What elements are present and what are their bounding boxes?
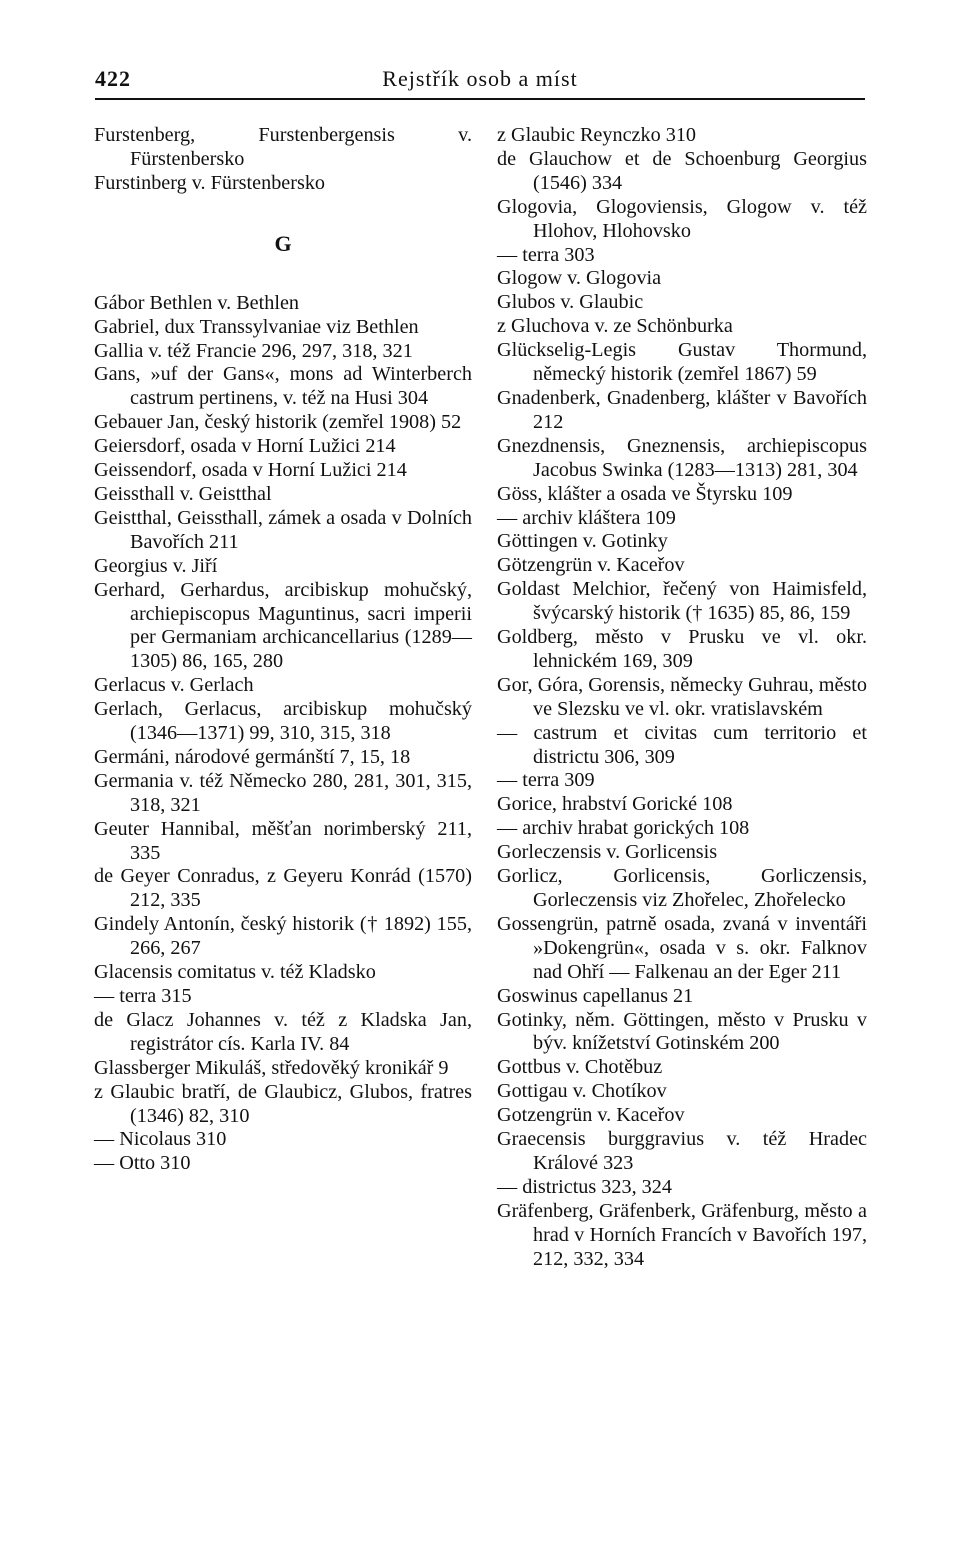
index-entry: Gorlicz, Gorlicensis, Gorliczensis, Gorleczensis viz Zhořelec, Zhořelecko <box>497 865 867 911</box>
index-entry: — districtus 323, 324 <box>497 1175 672 1198</box>
index-entry: Graecensis burggravius v. též Hradec Králové 323 <box>497 1128 867 1174</box>
index-entry: Göss, klášter a osada ve Štyrsku 109 <box>497 482 793 505</box>
index-entry: Glogovia, Glogoviensis, Glogow v. též Hlohov, Hlohovsko <box>497 195 867 242</box>
index-entry: de Glacz Johannes v. též z Kladska Jan, registrátor cís. Karla IV. 84 <box>94 1008 472 1055</box>
index-entry: Furstenberg, Furstenbergensis v. Fürstenbersko <box>94 124 472 170</box>
header-rule <box>95 98 865 100</box>
index-entry: Gallia v. též Francie 296, 297, 318, 321 <box>94 339 413 362</box>
index-entry: Glubos v. Glaubic <box>497 291 644 314</box>
index-entry: Georgius v. Jiří <box>94 554 218 577</box>
index-entry: — archiv kláštera 109 <box>497 506 676 529</box>
index-entry: Göttingen v. Gotinky <box>497 530 668 553</box>
left-column <box>94 124 472 1176</box>
index-entry: — terra 315 <box>94 985 192 1007</box>
section-letter: G <box>274 230 292 256</box>
index-entry: Gabriel, dux Transsylvaniae viz Bethlen <box>94 315 419 338</box>
index-entry: Gnadenberk, Gnadenberg, klášter v Bavořích 212 <box>497 386 867 433</box>
index-entry: Gottigau v. Chotíkov <box>497 1080 667 1103</box>
index-entry: Glacensis comitatus v. též Kladsko <box>94 961 376 984</box>
index-entry: Germania v. též Německo 280, 281, 301, 315, 318, 321 <box>94 769 472 816</box>
index-entry: Gorice, hrabství Gorické 108 <box>497 793 733 816</box>
index-entry: z Glaubic bratří, de Glaubicz, Glubos, fratres (1346) 82, 310 <box>94 1080 472 1127</box>
right-entries <box>497 124 867 1272</box>
index-entry: z Gluchova v. ze Schönburka <box>497 315 733 338</box>
index-entry: Gerhard, Gerhardus, arcibiskup mohučský, archiepiscopus Maguntinus, sacri imperii per Germaniam archicancellarius (1289—1305) 86, 165, 280 <box>94 578 472 673</box>
index-entry: Gottbus v. Chotěbuz <box>497 1056 663 1079</box>
page-number: 422 <box>95 66 131 91</box>
index-entry: Gräfenberg, Gräfenberk, Gräfenburg, město a hrad v Horních Francích v Bavořích 197, 212, 332, 334 <box>497 1199 867 1270</box>
index-entry: — Nicolaus 310 <box>94 1128 227 1151</box>
index-entry: Geiersdorf, osada v Horní Lužici 214 <box>94 435 396 458</box>
index-entry: Gebauer Jan, český historik (zemřel 1908) 52 <box>94 411 462 434</box>
index-entry: — Otto 310 <box>94 1152 191 1175</box>
index-entry: Goswinus capellanus 21 <box>497 984 694 1007</box>
left-entries <box>94 292 472 1177</box>
index-entry: Gorleczensis v. Gorlicensis <box>497 841 718 864</box>
running-title: Rejstřík osob a míst <box>382 66 578 91</box>
index-entry: Geistthal, Geissthall, zámek a osada v Dolních Bavořích 211 <box>94 506 472 553</box>
index-entry: z Glaubic Reynczko 310 <box>497 124 697 146</box>
index-entry: Gerlacus v. Gerlach <box>94 674 254 697</box>
index-entry: Glogow v. Glogovia <box>497 267 662 290</box>
page-header <box>95 60 865 100</box>
index-entry: de Geyer Conradus, z Geyeru Konrád (1570) 212, 335 <box>94 865 472 912</box>
index-entry: Glückselig-Legis Gustav Thormund, německý historik (zemřel 1867) 59 <box>497 339 867 386</box>
index-entry: — castrum et civitas cum territorio et districtu 306, 309 <box>497 721 867 768</box>
right-column <box>497 124 867 1272</box>
index-entry: Geissendorf, osada v Horní Lužici 214 <box>94 459 407 482</box>
index-entry: Germáni, národové germánští 7, 15, 18 <box>94 745 411 768</box>
index-entry: Glassberger Mikuláš, středověký kronikář 9 <box>94 1056 449 1079</box>
index-entry: Furstinberg v. Fürstenbersko <box>94 171 326 194</box>
index-entry: Gnezdnensis, Gneznensis, archiepiscopus Jacobus Swinka (1283—1313) 281, 304 <box>497 434 867 481</box>
index-entry: Gans, »uf der Gans«, mons ad Winterberch castrum pertinens, v. též na Husi 304 <box>94 363 472 410</box>
index-entry: Geissthall v. Geistthal <box>94 482 272 505</box>
index-entry: Gábor Bethlen v. Bethlen <box>94 291 299 314</box>
index-entry: Gotinky, něm. Göttingen, město v Prusku v býv. knížetství Gotinském 200 <box>497 1008 867 1055</box>
index-entry: — archiv hrabat gorických 108 <box>497 817 750 840</box>
index-entry: — terra 309 <box>497 769 595 792</box>
index-entry: Gerlach, Gerlacus, arcibiskup mohučský (1346—1371) 99, 310, 315, 318 <box>94 698 472 745</box>
index-entry: Gotzengrün v. Kaceřov <box>497 1104 685 1127</box>
index-entry: Gossengrün, patrně osada, zvaná v inventáři »Dokengrün«, osada v s. okr. Falknov nad Ohří — Falkenau an der Eger 211 <box>497 912 867 983</box>
index-entry: Götzengrün v. Kaceřov <box>497 554 685 577</box>
index-entry: Goldberg, město v Prusku ve vl. okr. lehnickém 169, 309 <box>497 626 867 672</box>
index-entry: Gor, Góra, Gorensis, německy Guhrau, město ve Slezsku ve vl. okr. vratislavském <box>497 673 867 720</box>
index-entry: Geuter Hannibal, měšťan norimberský 211, 335 <box>94 817 472 864</box>
index-entry: Goldast Melchior, řečený von Haimisfeld, švýcarský historik († 1635) 85, 86, 159 <box>497 578 867 625</box>
index-entry: Gindely Antonín, český historik († 1892) 155, 266, 267 <box>94 913 472 960</box>
index-entry: de Glauchow et de Schoenburg Georgius (1546) 334 <box>497 147 867 194</box>
index-entry: — terra 303 <box>497 243 595 266</box>
